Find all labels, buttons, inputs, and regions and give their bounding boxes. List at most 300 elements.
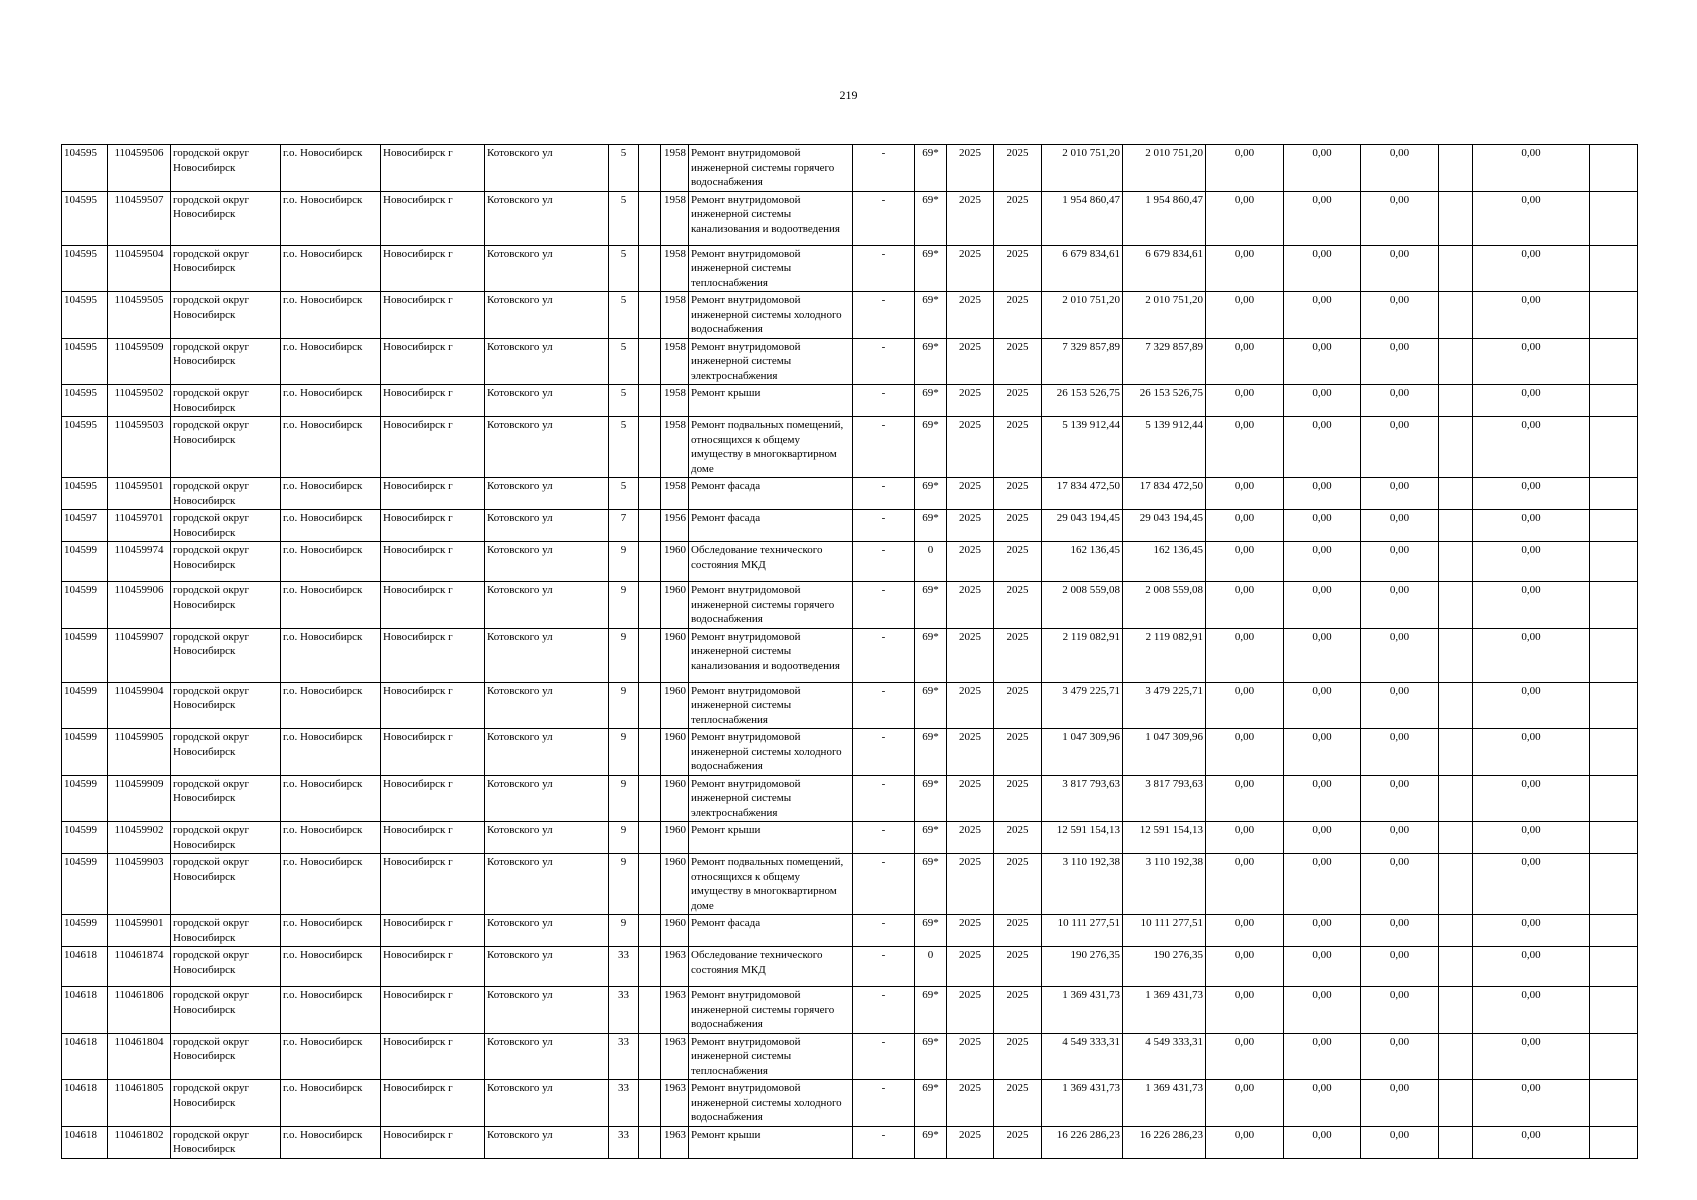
cell-city: Новосибирск г <box>381 1126 485 1158</box>
cell-unit: - <box>853 292 915 339</box>
cell-work-type: Ремонт внутридомовой инженерной системы холодного водоснабжения <box>689 1080 853 1127</box>
cell-work-type: Ремонт внутридомовой инженерной системы холодного водоснабжения <box>689 729 853 776</box>
table-row <box>62 1080 1638 1127</box>
cell-house-number: 5 <box>609 338 639 385</box>
cell-budget-regional: 0,00 <box>1284 628 1361 682</box>
cell-extra-col <box>1439 292 1473 339</box>
cell-work-type: Ремонт внутридомовой инженерной системы холодного водоснабжения <box>689 292 853 339</box>
cell-street: Котовского ул <box>485 1033 609 1080</box>
cell-municipality: городской округ Новосибирск <box>171 245 281 292</box>
cell-house-number: 5 <box>609 245 639 292</box>
table-row <box>62 478 1638 510</box>
cell-extra-col <box>1439 145 1473 192</box>
cell-work-id: 110459507 <box>108 191 171 245</box>
cell-fund-cost: 17 834 472,50 <box>1123 478 1206 510</box>
cell-owners-funds: 0,00 <box>1473 478 1590 510</box>
cell-start-year: 2025 <box>947 775 994 822</box>
cell-budget-federal: 0,00 <box>1206 510 1284 542</box>
cell-building <box>639 987 661 1034</box>
cell-work-id: 110459506 <box>108 145 171 192</box>
cell-year-built: 1956 <box>661 510 689 542</box>
cell-unit: - <box>853 775 915 822</box>
table-row <box>62 729 1638 776</box>
cell-house-number: 33 <box>609 947 639 987</box>
cell-last-col <box>1590 338 1638 385</box>
cell-budget-federal: 0,00 <box>1206 947 1284 987</box>
cell-total-cost: 1 369 431,73 <box>1042 987 1123 1034</box>
cell-district: г.о. Новосибирск <box>281 478 381 510</box>
cell-year-built: 1963 <box>661 987 689 1034</box>
cell-owners-funds: 0,00 <box>1473 1033 1590 1080</box>
cell-extra-col <box>1439 385 1473 417</box>
cell-last-col <box>1590 510 1638 542</box>
cell-house-id: 104595 <box>62 417 108 478</box>
cell-extra-col <box>1439 628 1473 682</box>
cell-last-col <box>1590 987 1638 1034</box>
cell-owners-funds: 0,00 <box>1473 854 1590 915</box>
cell-budget-regional: 0,00 <box>1284 947 1361 987</box>
cell-house-id: 104599 <box>62 822 108 854</box>
cell-start-year: 2025 <box>947 947 994 987</box>
cell-house-number: 9 <box>609 915 639 947</box>
cell-unit: - <box>853 542 915 582</box>
cell-building <box>639 338 661 385</box>
cell-start-year: 2025 <box>947 191 994 245</box>
cell-city: Новосибирск г <box>381 510 485 542</box>
cell-budget-local: 0,00 <box>1361 338 1439 385</box>
cell-street: Котовского ул <box>485 478 609 510</box>
cell-building <box>639 385 661 417</box>
cell-total-cost: 3 110 192,38 <box>1042 854 1123 915</box>
cell-city: Новосибирск г <box>381 245 485 292</box>
cell-total-cost: 2 010 751,20 <box>1042 292 1123 339</box>
cell-cost-limit: 69* <box>915 292 947 339</box>
cell-house-id: 104618 <box>62 1033 108 1080</box>
cell-house-id: 104595 <box>62 338 108 385</box>
page-number: 219 <box>839 88 858 102</box>
cell-total-cost: 1 954 860,47 <box>1042 191 1123 245</box>
cell-municipality: городской округ Новосибирск <box>171 822 281 854</box>
cell-building <box>639 822 661 854</box>
cell-municipality: городской округ Новосибирск <box>171 915 281 947</box>
cell-budget-regional: 0,00 <box>1284 191 1361 245</box>
cell-work-id: 110459904 <box>108 682 171 729</box>
cell-year-built: 1963 <box>661 1126 689 1158</box>
cell-work-id: 110459907 <box>108 628 171 682</box>
cell-year-built: 1960 <box>661 854 689 915</box>
cell-unit: - <box>853 191 915 245</box>
cell-budget-local: 0,00 <box>1361 729 1439 776</box>
cell-house-id: 104599 <box>62 915 108 947</box>
cell-last-col <box>1590 775 1638 822</box>
cell-work-type: Обследование технического состояния МКД <box>689 947 853 987</box>
cell-house-number: 33 <box>609 987 639 1034</box>
cell-fund-cost: 29 043 194,45 <box>1123 510 1206 542</box>
cell-last-col <box>1590 1033 1638 1080</box>
cell-district: г.о. Новосибирск <box>281 729 381 776</box>
cell-extra-col <box>1439 1080 1473 1127</box>
cell-street: Котовского ул <box>485 915 609 947</box>
cell-budget-local: 0,00 <box>1361 542 1439 582</box>
cell-cost-limit: 69* <box>915 1080 947 1127</box>
cell-end-year: 2025 <box>994 478 1042 510</box>
cell-house-number: 33 <box>609 1080 639 1127</box>
cell-work-type: Ремонт крыши <box>689 1126 853 1158</box>
cell-budget-federal: 0,00 <box>1206 245 1284 292</box>
cell-start-year: 2025 <box>947 628 994 682</box>
cell-building <box>639 1126 661 1158</box>
cell-total-cost: 3 817 793,63 <box>1042 775 1123 822</box>
cell-year-built: 1958 <box>661 385 689 417</box>
cell-street: Котовского ул <box>485 582 609 629</box>
cell-work-id: 110461802 <box>108 1126 171 1158</box>
cell-start-year: 2025 <box>947 245 994 292</box>
cell-start-year: 2025 <box>947 1033 994 1080</box>
table-row <box>62 338 1638 385</box>
cell-fund-cost: 3 479 225,71 <box>1123 682 1206 729</box>
cell-year-built: 1960 <box>661 915 689 947</box>
cell-municipality: городской округ Новосибирск <box>171 775 281 822</box>
cell-house-number: 5 <box>609 417 639 478</box>
cell-budget-regional: 0,00 <box>1284 145 1361 192</box>
cell-municipality: городской округ Новосибирск <box>171 338 281 385</box>
table-row <box>62 987 1638 1034</box>
cell-fund-cost: 6 679 834,61 <box>1123 245 1206 292</box>
cell-city: Новосибирск г <box>381 729 485 776</box>
cell-building <box>639 854 661 915</box>
cell-budget-local: 0,00 <box>1361 191 1439 245</box>
cell-house-number: 33 <box>609 1126 639 1158</box>
cell-start-year: 2025 <box>947 1126 994 1158</box>
cell-work-id: 110461806 <box>108 987 171 1034</box>
cell-budget-federal: 0,00 <box>1206 145 1284 192</box>
cell-cost-limit: 69* <box>915 191 947 245</box>
cell-fund-cost: 2 010 751,20 <box>1123 292 1206 339</box>
cell-work-id: 110459905 <box>108 729 171 776</box>
cell-district: г.о. Новосибирск <box>281 245 381 292</box>
cell-budget-federal: 0,00 <box>1206 385 1284 417</box>
cell-last-col <box>1590 385 1638 417</box>
cell-district: г.о. Новосибирск <box>281 947 381 987</box>
cell-building <box>639 245 661 292</box>
cell-unit: - <box>853 822 915 854</box>
cell-street: Котовского ул <box>485 628 609 682</box>
cell-end-year: 2025 <box>994 729 1042 776</box>
cell-owners-funds: 0,00 <box>1473 385 1590 417</box>
cell-year-built: 1963 <box>661 1080 689 1127</box>
cell-budget-federal: 0,00 <box>1206 854 1284 915</box>
cell-unit: - <box>853 478 915 510</box>
table-row <box>62 822 1638 854</box>
cell-house-number: 5 <box>609 191 639 245</box>
table-row <box>62 1126 1638 1158</box>
cell-budget-local: 0,00 <box>1361 822 1439 854</box>
cell-total-cost: 29 043 194,45 <box>1042 510 1123 542</box>
cell-district: г.о. Новосибирск <box>281 338 381 385</box>
cell-budget-local: 0,00 <box>1361 245 1439 292</box>
cell-fund-cost: 162 136,45 <box>1123 542 1206 582</box>
cell-district: г.о. Новосибирск <box>281 510 381 542</box>
cell-house-number: 9 <box>609 729 639 776</box>
cell-city: Новосибирск г <box>381 191 485 245</box>
cell-total-cost: 10 111 277,51 <box>1042 915 1123 947</box>
cell-year-built: 1960 <box>661 582 689 629</box>
cell-budget-local: 0,00 <box>1361 1080 1439 1127</box>
cell-work-id: 110459903 <box>108 854 171 915</box>
cell-cost-limit: 69* <box>915 582 947 629</box>
cell-fund-cost: 2 008 559,08 <box>1123 582 1206 629</box>
table-row <box>62 292 1638 339</box>
cell-city: Новосибирск г <box>381 915 485 947</box>
table-row <box>62 582 1638 629</box>
table-row <box>62 947 1638 987</box>
cell-unit: - <box>853 1033 915 1080</box>
cell-total-cost: 6 679 834,61 <box>1042 245 1123 292</box>
cell-budget-federal: 0,00 <box>1206 822 1284 854</box>
cell-street: Котовского ул <box>485 417 609 478</box>
registry-table <box>61 144 1638 1159</box>
cell-year-built: 1958 <box>661 478 689 510</box>
cell-district: г.о. Новосибирск <box>281 682 381 729</box>
cell-owners-funds: 0,00 <box>1473 915 1590 947</box>
cell-cost-limit: 69* <box>915 775 947 822</box>
cell-work-type: Ремонт крыши <box>689 385 853 417</box>
cell-budget-federal: 0,00 <box>1206 542 1284 582</box>
cell-district: г.о. Новосибирск <box>281 292 381 339</box>
cell-end-year: 2025 <box>994 542 1042 582</box>
cell-street: Котовского ул <box>485 854 609 915</box>
cell-municipality: городской округ Новосибирск <box>171 542 281 582</box>
cell-budget-federal: 0,00 <box>1206 191 1284 245</box>
cell-cost-limit: 69* <box>915 854 947 915</box>
cell-district: г.о. Новосибирск <box>281 822 381 854</box>
cell-total-cost: 7 329 857,89 <box>1042 338 1123 385</box>
cell-total-cost: 190 276,35 <box>1042 947 1123 987</box>
cell-year-built: 1958 <box>661 191 689 245</box>
cell-house-number: 9 <box>609 822 639 854</box>
table-row <box>62 915 1638 947</box>
cell-street: Котовского ул <box>485 292 609 339</box>
cell-work-id: 110459902 <box>108 822 171 854</box>
cell-budget-federal: 0,00 <box>1206 582 1284 629</box>
cell-district: г.о. Новосибирск <box>281 582 381 629</box>
cell-fund-cost: 2 119 082,91 <box>1123 628 1206 682</box>
cell-unit: - <box>853 1126 915 1158</box>
table-row <box>62 145 1638 192</box>
cell-fund-cost: 10 111 277,51 <box>1123 915 1206 947</box>
cell-budget-local: 0,00 <box>1361 1033 1439 1080</box>
cell-start-year: 2025 <box>947 854 994 915</box>
cell-fund-cost: 5 139 912,44 <box>1123 417 1206 478</box>
cell-budget-federal: 0,00 <box>1206 682 1284 729</box>
cell-budget-regional: 0,00 <box>1284 542 1361 582</box>
cell-budget-regional: 0,00 <box>1284 854 1361 915</box>
cell-house-id: 104595 <box>62 145 108 192</box>
cell-street: Котовского ул <box>485 542 609 582</box>
cell-last-col <box>1590 854 1638 915</box>
cell-house-number: 9 <box>609 775 639 822</box>
cell-year-built: 1963 <box>661 947 689 987</box>
cell-house-number: 9 <box>609 682 639 729</box>
cell-cost-limit: 69* <box>915 385 947 417</box>
cell-work-type: Ремонт внутридомовой инженерной системы канализования и водоотведения <box>689 191 853 245</box>
cell-budget-local: 0,00 <box>1361 478 1439 510</box>
cell-city: Новосибирск г <box>381 822 485 854</box>
cell-budget-federal: 0,00 <box>1206 292 1284 339</box>
cell-owners-funds: 0,00 <box>1473 1126 1590 1158</box>
cell-house-number: 5 <box>609 478 639 510</box>
cell-budget-regional: 0,00 <box>1284 1080 1361 1127</box>
cell-work-type: Обследование технического состояния МКД <box>689 542 853 582</box>
cell-extra-col <box>1439 987 1473 1034</box>
cell-municipality: городской округ Новосибирск <box>171 478 281 510</box>
cell-fund-cost: 7 329 857,89 <box>1123 338 1206 385</box>
cell-fund-cost: 12 591 154,13 <box>1123 822 1206 854</box>
cell-street: Котовского ул <box>485 729 609 776</box>
cell-end-year: 2025 <box>994 245 1042 292</box>
table-row <box>62 1033 1638 1080</box>
cell-house-number: 9 <box>609 582 639 629</box>
cell-street: Котовского ул <box>485 245 609 292</box>
cell-budget-regional: 0,00 <box>1284 417 1361 478</box>
cell-extra-col <box>1439 582 1473 629</box>
cell-fund-cost: 3 110 192,38 <box>1123 854 1206 915</box>
cell-street: Котовского ул <box>485 775 609 822</box>
cell-budget-regional: 0,00 <box>1284 510 1361 542</box>
cell-building <box>639 417 661 478</box>
cell-owners-funds: 0,00 <box>1473 582 1590 629</box>
cell-end-year: 2025 <box>994 947 1042 987</box>
cell-budget-regional: 0,00 <box>1284 915 1361 947</box>
cell-last-col <box>1590 628 1638 682</box>
cell-budget-local: 0,00 <box>1361 628 1439 682</box>
cell-work-id: 110459901 <box>108 915 171 947</box>
cell-city: Новосибирск г <box>381 628 485 682</box>
cell-municipality: городской округ Новосибирск <box>171 1080 281 1127</box>
cell-unit: - <box>853 628 915 682</box>
cell-building <box>639 191 661 245</box>
cell-owners-funds: 0,00 <box>1473 191 1590 245</box>
cell-total-cost: 4 549 333,31 <box>1042 1033 1123 1080</box>
cell-extra-col <box>1439 478 1473 510</box>
cell-budget-federal: 0,00 <box>1206 775 1284 822</box>
cell-start-year: 2025 <box>947 682 994 729</box>
cell-city: Новосибирск г <box>381 542 485 582</box>
cell-total-cost: 12 591 154,13 <box>1042 822 1123 854</box>
cell-extra-col <box>1439 947 1473 987</box>
cell-owners-funds: 0,00 <box>1473 292 1590 339</box>
cell-street: Котовского ул <box>485 1080 609 1127</box>
cell-year-built: 1960 <box>661 729 689 776</box>
cell-budget-regional: 0,00 <box>1284 478 1361 510</box>
cell-owners-funds: 0,00 <box>1473 510 1590 542</box>
cell-district: г.о. Новосибирск <box>281 854 381 915</box>
cell-budget-local: 0,00 <box>1361 854 1439 915</box>
cell-unit: - <box>853 385 915 417</box>
cell-end-year: 2025 <box>994 510 1042 542</box>
cell-year-built: 1958 <box>661 338 689 385</box>
cell-municipality: городской округ Новосибирск <box>171 292 281 339</box>
cell-total-cost: 162 136,45 <box>1042 542 1123 582</box>
cell-start-year: 2025 <box>947 145 994 192</box>
table-row <box>62 542 1638 582</box>
cell-cost-limit: 69* <box>915 1033 947 1080</box>
cell-budget-local: 0,00 <box>1361 417 1439 478</box>
cell-cost-limit: 69* <box>915 628 947 682</box>
cell-municipality: городской округ Новосибирск <box>171 385 281 417</box>
table-row <box>62 385 1638 417</box>
cell-owners-funds: 0,00 <box>1473 987 1590 1034</box>
cell-cost-limit: 0 <box>915 947 947 987</box>
cell-year-built: 1960 <box>661 822 689 854</box>
cell-city: Новосибирск г <box>381 1080 485 1127</box>
cell-municipality: городской округ Новосибирск <box>171 1126 281 1158</box>
cell-budget-federal: 0,00 <box>1206 729 1284 776</box>
cell-city: Новосибирск г <box>381 292 485 339</box>
cell-end-year: 2025 <box>994 1126 1042 1158</box>
cell-year-built: 1963 <box>661 1033 689 1080</box>
cell-street: Котовского ул <box>485 510 609 542</box>
cell-budget-federal: 0,00 <box>1206 1033 1284 1080</box>
cell-municipality: городской округ Новосибирск <box>171 145 281 192</box>
cell-work-type: Ремонт крыши <box>689 822 853 854</box>
cell-municipality: городской округ Новосибирск <box>171 191 281 245</box>
cell-cost-limit: 69* <box>915 510 947 542</box>
cell-year-built: 1958 <box>661 145 689 192</box>
cell-work-id: 110461804 <box>108 1033 171 1080</box>
cell-fund-cost: 190 276,35 <box>1123 947 1206 987</box>
cell-cost-limit: 69* <box>915 417 947 478</box>
cell-owners-funds: 0,00 <box>1473 245 1590 292</box>
cell-budget-regional: 0,00 <box>1284 729 1361 776</box>
cell-budget-regional: 0,00 <box>1284 775 1361 822</box>
cell-house-id: 104599 <box>62 775 108 822</box>
cell-fund-cost: 26 153 526,75 <box>1123 385 1206 417</box>
cell-city: Новосибирск г <box>381 947 485 987</box>
cell-district: г.о. Новосибирск <box>281 915 381 947</box>
cell-work-id: 110459505 <box>108 292 171 339</box>
cell-owners-funds: 0,00 <box>1473 542 1590 582</box>
cell-owners-funds: 0,00 <box>1473 628 1590 682</box>
cell-last-col <box>1590 478 1638 510</box>
cell-work-id: 110459501 <box>108 478 171 510</box>
cell-house-number: 9 <box>609 542 639 582</box>
cell-work-type: Ремонт фасада <box>689 915 853 947</box>
cell-work-id: 110459906 <box>108 582 171 629</box>
cell-building <box>639 510 661 542</box>
cell-city: Новосибирск г <box>381 417 485 478</box>
cell-end-year: 2025 <box>994 682 1042 729</box>
cell-house-id: 104595 <box>62 385 108 417</box>
cell-budget-local: 0,00 <box>1361 582 1439 629</box>
cell-municipality: городской округ Новосибирск <box>171 417 281 478</box>
cell-building <box>639 682 661 729</box>
cell-house-number: 9 <box>609 628 639 682</box>
cell-cost-limit: 69* <box>915 245 947 292</box>
cell-extra-col <box>1439 338 1473 385</box>
cell-city: Новосибирск г <box>381 478 485 510</box>
cell-budget-regional: 0,00 <box>1284 338 1361 385</box>
table-row <box>62 245 1638 292</box>
cell-house-id: 104595 <box>62 191 108 245</box>
cell-owners-funds: 0,00 <box>1473 947 1590 987</box>
cell-building <box>639 628 661 682</box>
cell-work-type: Ремонт внутридомовой инженерной системы теплоснабжения <box>689 245 853 292</box>
cell-extra-col <box>1439 417 1473 478</box>
cell-building <box>639 478 661 510</box>
cell-end-year: 2025 <box>994 582 1042 629</box>
table-row <box>62 682 1638 729</box>
